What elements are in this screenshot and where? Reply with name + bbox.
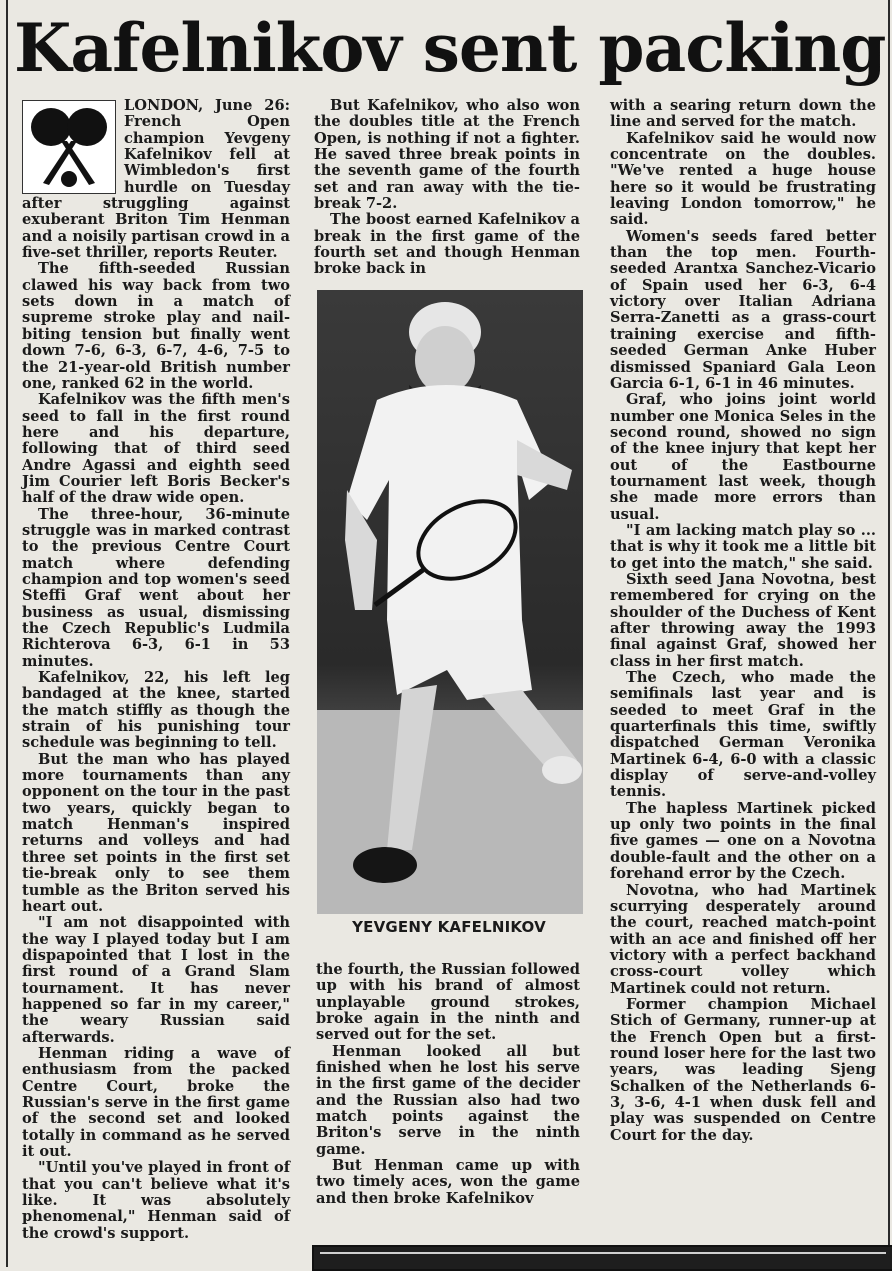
paragraph: Graf, who joins joint world number one Monica Seles in the second round, showed no sign of the knee injury that kept her out of the Eastbourne tournament last week, though she made more errors than usual. [610, 391, 876, 523]
paragraph: But Henman came up with two timely aces, won the game and then broke Kafelnikov [316, 1157, 580, 1207]
paragraph: Henman riding a wave of enthusiasm from the packed Centre Court, broke the Russian's serve in the first game of the second set and looked totally in command as he served it out. [22, 1044, 290, 1160]
paragraph: Novotna, who had Martinek scurrying desperately around the court, reached match-point with an ace and finished off her victory with a perfect backhand cross-court volley which Martinek could not return. [610, 881, 876, 997]
headline: Kafelnikov sent packing [14, 9, 886, 87]
paragraph: with a searing return down the line and served for the match. [610, 97, 876, 131]
paragraph: Kafelnikov said he would now concentrate on the doubles. "We've rented a huge house here so it would be frustrating leaving London tomorrow," he said. [610, 129, 876, 229]
paragraph: "Until you've played in front of that you can't believe what it's like. It was absolutely phenomenal," Henman said of the crowd's support. [22, 1159, 290, 1242]
next-article-border [312, 1245, 892, 1271]
paragraph: Women's seeds fared better than the top men. Fourth-seeded Arantxa Sanchez-Vicario of Spain used her 6-3, 6-4 victory over Italian Adriana Serra-Zanetti as a grass-court training exercise and fifth-seeded German Anke Huber dismissed Spaniard Gala Leon Garcia 6-1, 6-1 in 46 minutes. [610, 227, 876, 392]
paragraph: Kafelnikov was the fifth men's seed to fall in the first round here and his departure, following that of third seed Andre Agassi and eighth seed Jim Courier left Boris Becker's half of the draw wide open. [22, 391, 290, 507]
article-column-1 [22, 98, 290, 1242]
paragraph: Henman looked all but finished when he lost his serve in the first game of the decider and the Russian also had two match points against the Briton's serve in the ninth game. [316, 1042, 580, 1158]
paragraph: The Czech, who made the semifinals last year and is seeded to meet Graf in the quarterfinals this time, swiftly dispatched German Veronika Martinek 6-4, 6-0 with a classic display of serve-and-volley tennis. [610, 669, 876, 801]
photo-caption: YEVGENY KAFELNIKOV [352, 918, 546, 936]
paragraph: But the man who has played more tournaments than any opponent on the tour in the past two years, quickly began to match Henman's inspired returns and volleys and had three set points in the first set tie-break only to see them tumble as the Briton served his heart out. [22, 750, 290, 915]
paragraph: The fifth-seeded Russian clawed his way back from two sets down in a match of supreme stroke play and nail-biting tension but finally went down 7-6, 6-3, 6-7, 4-6, 7-5 to the 21-year-old British number one, ranked 62 in the world. [22, 260, 290, 392]
paragraph: The boost earned Kafelnikov a break in the first game of the fourth set and though Henman broke back in [314, 211, 580, 278]
paragraph: the fourth, the Russian followed up with his brand of almost unplayable ground strokes, broke again in the ninth and served out for the set. [316, 961, 581, 1044]
crossed-rackets-icon [22, 100, 116, 194]
left-border-rule [6, 0, 8, 1267]
paragraph: The three-hour, 36-minute struggle was in marked contrast to the previous Centre Court match where defending champion and top women's seed Steffi Graf went about her business as usual, dismissing the Czech Republic's Ludmila Richterova 6-3, 6-1 in 53 minutes. [22, 505, 290, 670]
paragraph: LONDON, June 26: French Open champion Yevgeny Kafelnikov fell at Wimbledon's first hurdle on Tuesday after struggling against exuberant Briton Tim Henman and a noisily partisan crowd in a five-set thriller, reports Reuter. [22, 97, 290, 262]
right-border-rule [888, 0, 890, 1267]
paragraph: "I am not disappointed with the way I played today but I am dispapointed that I lost in the first round of a Grand Slam tournament. It has never happened so far in my career," the weary Russian said afterwards. [22, 914, 290, 1046]
paragraph: The hapless Martinek picked up only two points in the final five games — one on a Novotna double-fault and the other on a forehand error by the Czech. [610, 799, 876, 883]
paragraph: Sixth seed Jana Novotna, best remembered for crying on the shoulder of the Duchess of Kent after throwing away the 1993 final against Graf, showed her class in her first match. [610, 570, 876, 670]
article-column-2-bottom [316, 962, 580, 1207]
paragraph: Former champion Michael Stich of Germany, runner-up at the French Open but a first-round loser here for the last two years, was leading Sjeng Schalken of the Netherlands 6-3, 3-6, 4-1 when dusk fell and play was suspended on Centre Court for the day. [610, 995, 877, 1144]
article-column-3 [610, 98, 876, 1144]
paragraph: "I am lacking match play so ... that is why it took me a little bit to get into the match," she said. [610, 521, 876, 572]
tennis-player-photo [317, 290, 583, 914]
paragraph: Kafelnikov, 22, his left leg bandaged at the knee, started the match stiffly as though the strain of his punishing tour schedule was beginning to tell. [22, 669, 290, 752]
paragraph: But Kafelnikov, who also won the doubles title at the French Open, is nothing if not a fighter. He saved three break points in the seventh game of the fourth set and ran away with the tie-break 7-2. [314, 97, 580, 213]
article-column-2-top [314, 98, 580, 278]
